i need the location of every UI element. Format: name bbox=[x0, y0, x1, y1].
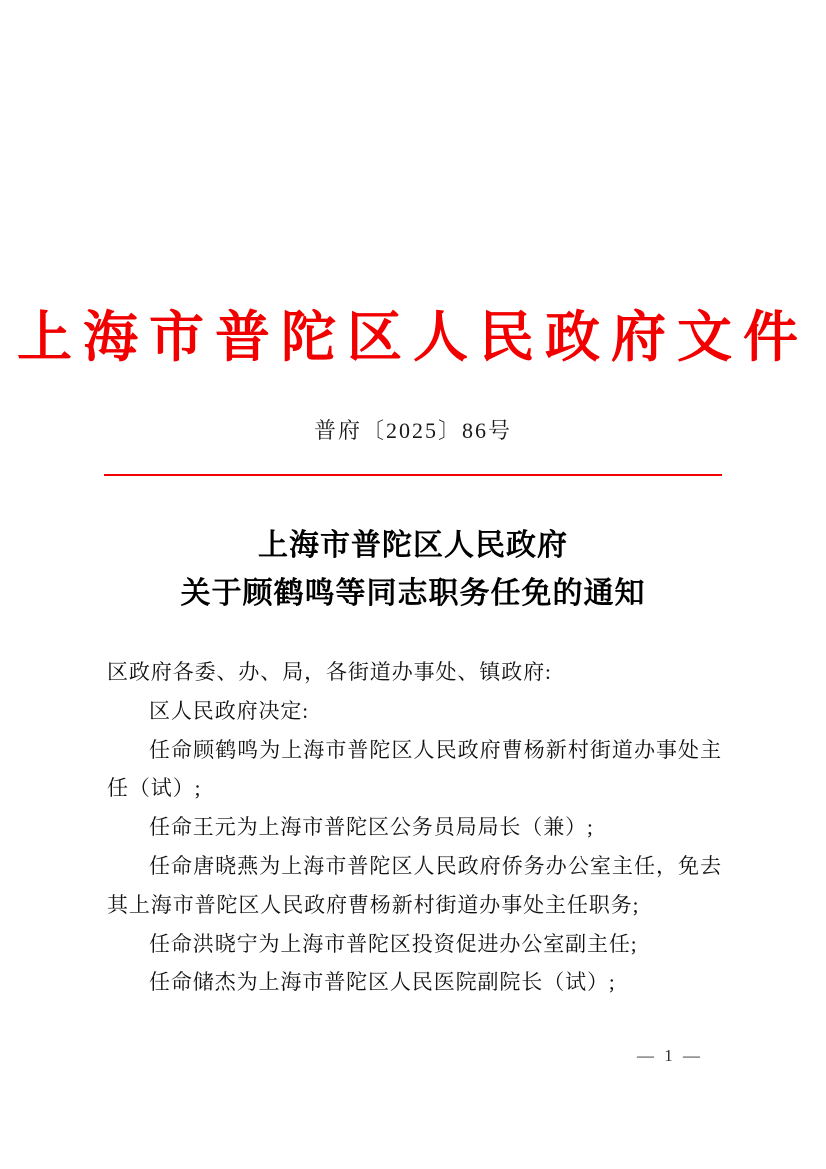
appointment-paragraph: 任命唐晓燕为上海市普陀区人民政府侨务办公室主任，免去其上海市普陀区人民政府曹杨新村街道办事处主任职务; bbox=[107, 853, 722, 917]
decision-line: 区人民政府决定: bbox=[149, 698, 310, 723]
document-title-line1: 上海市普陀区人民政府 bbox=[258, 529, 568, 562]
red-divider-line bbox=[104, 474, 722, 476]
page-number: — 1 — bbox=[637, 1046, 703, 1065]
appointment-paragraph: 任命顾鹤鸣为上海市普陀区人民政府曹杨新村街道办事处主任（试）; bbox=[107, 737, 722, 801]
document-number: 普府〔2025〕86号 bbox=[313, 418, 512, 443]
document-title bbox=[0, 522, 826, 618]
appointment-paragraph: 任命洪晓宁为上海市普陀区投资促进办公室副主任; bbox=[149, 931, 638, 956]
letterhead-title: 上海市普陀区人民政府文件 bbox=[16, 307, 809, 368]
document-body bbox=[107, 653, 722, 1002]
appointment-paragraph: 任命王元为上海市普陀区公务员局局长（兼）; bbox=[149, 815, 594, 840]
document-title-line2: 关于顾鹤鸣等同志职务任免的通知 bbox=[180, 577, 646, 610]
salutation-line: 区政府各委、办、局，各街道办事处、镇政府: bbox=[107, 660, 552, 684]
appointment-paragraph: 任命储杰为上海市普陀区人民医院副院长（试）; bbox=[149, 970, 616, 995]
